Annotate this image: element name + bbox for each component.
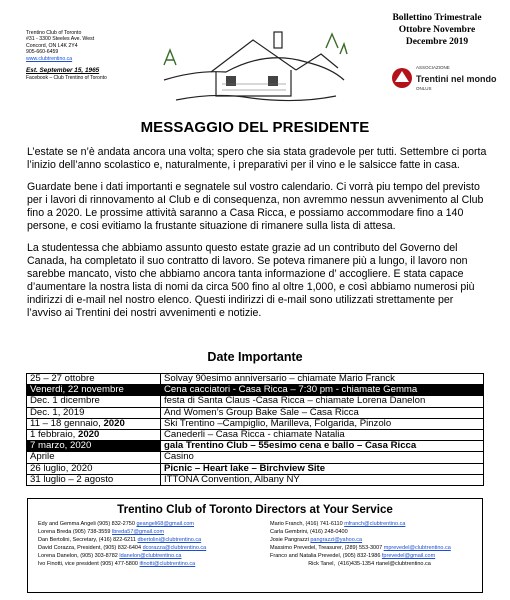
directors-box <box>27 498 483 593</box>
date-row <box>27 374 484 385</box>
date-cell: Venerdi, 22 novembre <box>27 385 161 396</box>
director-entry: David Corazza, President, (905) 832-6404 dcorazza@clubtrentino.ca <box>38 545 207 552</box>
date-cell: 11 – 18 gennaio, 2020 <box>27 418 161 429</box>
director-entry: Rick Tanel, (416)435-1354 rtanel@clubtrentino.ca <box>270 561 431 568</box>
event-cell: gala Trentino Club – 55esimo cena e ballo – Casa Ricca <box>161 441 484 452</box>
director-entry: Massimo Prevedel, Treasurer, (289) 553-3007 mprevedel@clubtrentino.ca <box>270 545 451 552</box>
club-address-block <box>26 30 156 82</box>
established-date: Est. September 15, 1965 <box>26 67 100 75</box>
director-entry: Lorena Breda (905) 738-3559 lbreda57@gmail.com <box>38 529 165 536</box>
address-line-1: #31 - 3300 Steeles Ave. West <box>26 36 95 43</box>
newsletter-line-3: Decembre 2019 <box>405 37 469 47</box>
director-entry: Edy and Gemma Angeli (905) 832-2750 geangeli68@gmail.com <box>38 521 195 527</box>
event-cell: Canederli – Casa Ricca - chiamate Natalia <box>161 430 484 441</box>
page-title: MESSAGGIO DEL PRESIDENTE <box>140 119 370 136</box>
tnm-main-text: Trentini nel mondo <box>416 74 497 84</box>
event-cell: And Women’s Group Bake Sale – Casa Ricca <box>161 407 484 418</box>
date-cell: 31 luglio – 2 agosto <box>27 474 161 485</box>
trentini-nel-mondo-logo <box>386 60 497 100</box>
important-dates-table <box>26 373 484 486</box>
date-cell: 26 luglio, 2020 <box>27 463 161 474</box>
director-entry: Carla Gembrini, (416) 248-0400 <box>270 529 348 536</box>
directors-title: Trentino Club of Toronto Directors at Your Service <box>117 503 393 516</box>
director-email-link[interactable]: mfranch@clubtrentino.ca <box>344 521 406 527</box>
director-email-link[interactable]: mprevedel@clubtrentino.ca <box>383 545 451 552</box>
director-entry: Franco and Natalia Prevedel, (905) 832-1986 fprevedel@gmail.com <box>270 553 436 560</box>
director-email-link[interactable]: fprevedel@gmail.com <box>381 553 436 560</box>
director-entry: Lorena Danelon, (905) 303-8782 ldanelon@clubtrentino.ca <box>38 553 182 560</box>
date-row-highlighted <box>27 385 484 396</box>
newsletter-line-1: Bollettino Trimestrale <box>392 13 482 23</box>
paragraph-1: L’estate se n’è andata ancora una volta; spero che sia stata gradevole per tutti. Settembre ci porta l’inizio dell’anno scolastico e, naturalmente, i preparativi per il vino e le salsicce fatte in casa. <box>27 146 487 171</box>
event-cell: Cena cacciatori - Casa Ricca – 7:30 pm - chiamate Gemma <box>161 385 484 396</box>
director-entry: Dan Bertolini, Secretary, (416) 822-6211 dbertolini@clubtrentino.ca <box>38 537 202 544</box>
directors-right-column <box>270 520 451 569</box>
director-email-link[interactable]: dcorazza@clubtrentino.ca <box>142 545 207 552</box>
club-phone: 905-660-6459 <box>26 49 59 56</box>
notizie-dalla-baita-logo <box>156 10 348 110</box>
date-row-highlighted <box>27 441 484 452</box>
event-cell: ITTONA Convention, Albany NY <box>161 474 484 485</box>
club-name: Trentino Club of Toronto <box>26 30 82 36</box>
paragraph-3: La studentessa che abbiamo assunto questo estate grazie ad un contributo del Governo del Canada, ha completato il suo contratto di lavoro. Se poteva rimanere più a lungo, il lavoro non sarebbe mancato, visto che abbiamo ancora tanta informazione d’ accogliere. E stata capace d’aumentare la nostra lista di nomi da circa 500 fino al oltre 1,000, e così abbiamo numerosi più indirizzi di e-mail nel nostro elenco. Questi indirizzi di e-mail sono utilizzati strettamente per l’avviso ai Trentini dei nostri avvenimenti e notizie. <box>27 242 475 319</box>
newsletter-line-2: Ottobre Novembre <box>398 25 476 35</box>
director-email-link[interactable]: dbertolini@clubtrentino.ca <box>137 537 202 544</box>
club-website-link[interactable]: www.clubtrentino.ca <box>26 55 73 62</box>
date-row <box>27 396 484 407</box>
event-cell: Picnic – Heart lake – Birchview Site <box>161 463 484 474</box>
event-cell: festa di Santa Claus -Casa Ricca – chiamate Lorena Danelon <box>161 396 484 407</box>
event-cell: Solvay 90esimo anniversario – chiamate Mario Franck <box>161 374 484 385</box>
tnm-top-text: ASSOCIAZIONE <box>416 65 450 70</box>
paragraph-2: Guardate bene i dati importanti e segnatele sul vostro calendario. Ci vorrà piu tempo del previsto per i lavori di rinnovamento aI Club e di consequenza, non avremmo nessun avvenimento al Club fino a 2020. Le prossime attività saranno a Casa Ricca, e possiamo accommodare fino a 140 persone, e cosi evitiamo la frustante situazione di rimanere sulla lista di attesa. <box>27 181 484 232</box>
president-message <box>27 146 487 329</box>
director-email-link[interactable]: lbreda57@gmail.com <box>112 529 165 536</box>
tnm-sub-text: ONLUS <box>416 86 432 91</box>
director-email-link[interactable]: ldanelon@clubtrentino.ca <box>119 553 182 560</box>
date-row <box>27 430 484 441</box>
director-entry: Josie Pangrazzi pangrazzi@yahoo.ca <box>270 537 363 544</box>
date-cell: 7 marzo, 2020 <box>27 441 161 452</box>
date-cell: Aprile <box>27 452 161 463</box>
date-row <box>27 452 484 463</box>
date-cell: Dec. 1 dicembre <box>27 396 161 407</box>
directors-left-column <box>38 520 206 569</box>
facebook-link[interactable]: Facebook – Club Trentino of Toronto <box>26 75 107 82</box>
date-cell: 1 febbraio, 2020 <box>27 430 161 441</box>
director-email-link[interactable]: pangrazzi@yahoo.ca <box>310 537 363 544</box>
director-email-link[interactable]: ifinotti@clubtrentino.ca <box>139 561 196 568</box>
date-cell: Dec. 1, 2019 <box>27 407 161 418</box>
event-cell: Ski Trentino –Campiglio, Marilleva, Folgarida, Pinzolo <box>161 418 484 429</box>
date-row <box>27 418 484 429</box>
date-row <box>27 407 484 418</box>
director-entry: Ivo Finotti, vice president (905) 477-5800 ifinotti@clubtrentino.ca <box>38 561 196 568</box>
event-cell: Casino <box>161 452 484 463</box>
date-cell: 25 – 27 ottobre <box>27 374 161 385</box>
address-line-2: Concord, ON L4K 2Y4 <box>26 42 78 49</box>
dates-title: Date Importante <box>207 350 303 364</box>
date-row <box>27 463 484 474</box>
director-email-link[interactable]: geangeli68@gmail.com <box>136 521 195 527</box>
newsletter-issue-block <box>382 12 492 48</box>
director-entry: Mario Franch, (416) 741-6110 mfranch@clubtrentino.ca <box>270 521 406 527</box>
date-row <box>27 474 484 485</box>
